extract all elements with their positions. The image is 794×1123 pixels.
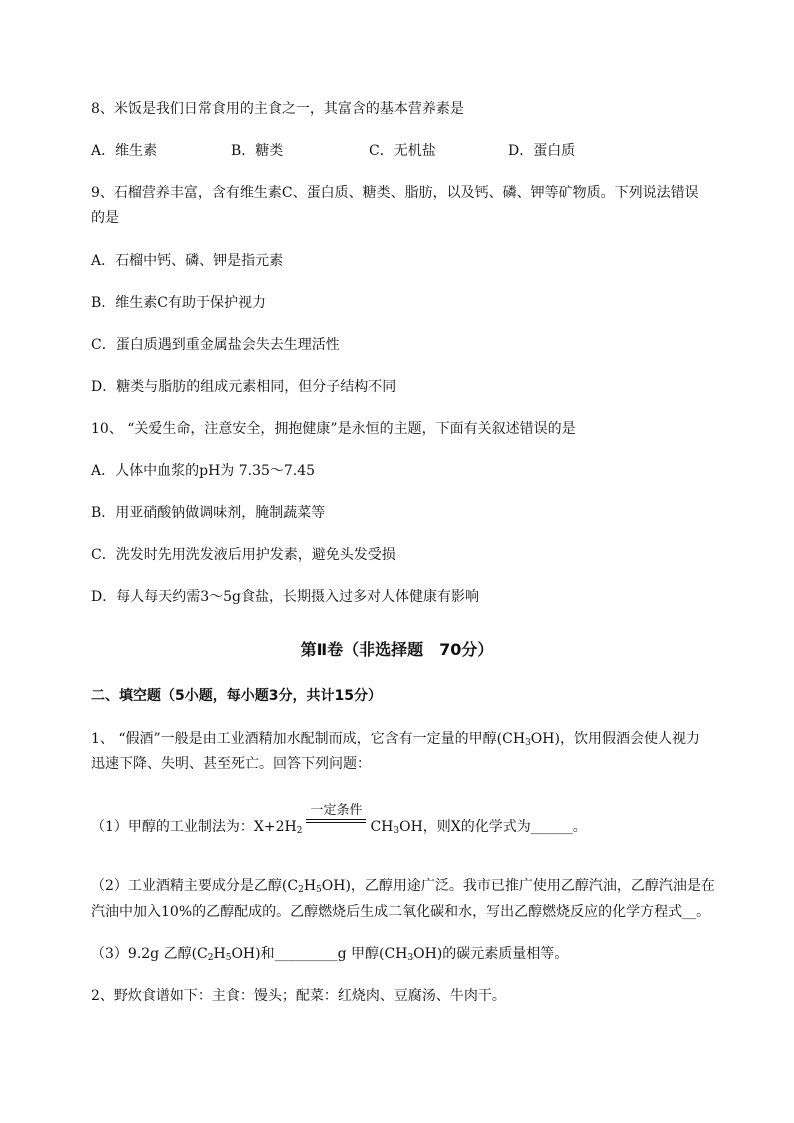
- q9-option-b: B．维生素C有助于保护视力: [91, 295, 266, 311]
- section-heading: 二、填空题（5小题，每小题3分，共计15分）: [91, 688, 382, 704]
- q9-stem-line1: 9、石榴营养丰富，含有维生素C、蛋白质、糖类、脂肪，以及钙、磷、钾等矿物质。下列说法错误: [91, 185, 699, 201]
- fill1-part2-text-b: H: [303, 878, 317, 894]
- q8-option-d: D．蛋白质: [508, 143, 576, 159]
- q9-option-c: C．蛋白质遇到重金属盐会失去生理活性: [91, 337, 340, 353]
- section-title: 第Ⅱ卷（非选择题 70分）: [300, 640, 494, 659]
- fill1-part3-text-b: H: [213, 946, 226, 962]
- fill1-part2-text-a: （2）工业酒精主要成分是乙醇(C: [91, 878, 299, 894]
- fill1-part2-line1: [91, 876, 715, 896]
- fill1-part3-subscript-2: 5: [225, 953, 232, 963]
- fill1-part3-text-a: （3）9.2g 乙醇(C: [91, 946, 208, 962]
- fill1-part1-product-subscript: 3: [393, 826, 400, 836]
- equals-bar-top: [306, 819, 366, 820]
- fill1-stem-text-b: OH)，饮用假酒会使人视力: [530, 731, 700, 747]
- fill1-part3-subscript-1: 2: [207, 953, 214, 963]
- fill1-part2-line2: 汽油中加入10%的乙醇配成的。乙醇燃烧后生成二氧化碳和水，写出乙醇燃烧反应的化学方程式__。: [91, 904, 711, 920]
- fill1-part2-subscript-1: 2: [298, 885, 304, 895]
- fill1-part3-text-d: OH)的碳元素质量相等。: [413, 946, 569, 962]
- q8-option-a: A．维生素: [91, 143, 158, 159]
- fill1-part3: [91, 944, 568, 964]
- fill2-stem: 2、野炊食谱如下：主食：馒头；配菜：红烧肉、豆腐汤、牛肉干。: [91, 988, 506, 1004]
- q10-stem: 10、 “关爱生命，注意安全，拥抱健康”是永恒的主题，下面有关叙述错误的是: [91, 421, 576, 437]
- fill1-part1-question: OH，则X的化学式为______。: [399, 819, 587, 835]
- fill1-stem-text-a: 1、 “假酒”一般是由工业酒精加水配制而成，它含有一定量的甲醇(CH: [91, 731, 526, 747]
- q9-stem-line2: 的是: [91, 210, 119, 226]
- fill1-part1: [91, 803, 587, 837]
- fill1-stem-line1: [91, 729, 700, 749]
- q10-option-c: C．洗发时先用洗发液后用护发素，避免头发受损: [91, 547, 396, 563]
- q9-option-a: A．石榴中钙、磷、钾是指元素: [91, 253, 284, 269]
- q10-option-b: B．用亚硝酸钠做调味剂，腌制蔬菜等: [91, 505, 326, 521]
- fill1-part3-subscript-3: 3: [407, 953, 414, 963]
- fill1-part1-reactants: （1）甲醇的工业制法为：X+2H: [91, 819, 297, 835]
- q9-option-d: D．糖类与脂肪的组成元素相同，但分子结构不同: [91, 379, 397, 395]
- q8-option-c: C．无机盐: [369, 143, 436, 159]
- equals-bar-bottom: [306, 822, 366, 823]
- q10-option-a: A．人体中血浆的pH为 7.35～7.45: [91, 463, 316, 479]
- q8-stem: 8、米饭是我们日常食用的主食之一，其富含的基本营养素是: [91, 101, 464, 117]
- fill1-stem-line2: 迅速下降、失明、甚至死亡。回答下列问题：: [91, 756, 371, 772]
- q8-option-b: B．糖类: [231, 143, 284, 159]
- fill1-part2-subscript-2: 5: [316, 885, 322, 895]
- fill1-part3-text-c: OH)和_________g 甲醇(CH: [231, 946, 408, 962]
- fill1-part1-h2-subscript: 2: [296, 826, 303, 836]
- fill1-stem-subscript: 3: [525, 738, 531, 748]
- reaction-condition-arrow: [306, 803, 366, 829]
- fill1-part2-text-c: OH)，乙醇用途广泛。我市已推广使用乙醇汽油，乙醇汽油是在: [321, 878, 715, 894]
- reaction-condition-label: 一定条件: [310, 803, 363, 818]
- q10-option-d: D．每人每天约需3～5g食盐，长期摄入过多对人体健康有影响: [91, 589, 479, 605]
- fill1-part1-product: CH: [370, 819, 394, 835]
